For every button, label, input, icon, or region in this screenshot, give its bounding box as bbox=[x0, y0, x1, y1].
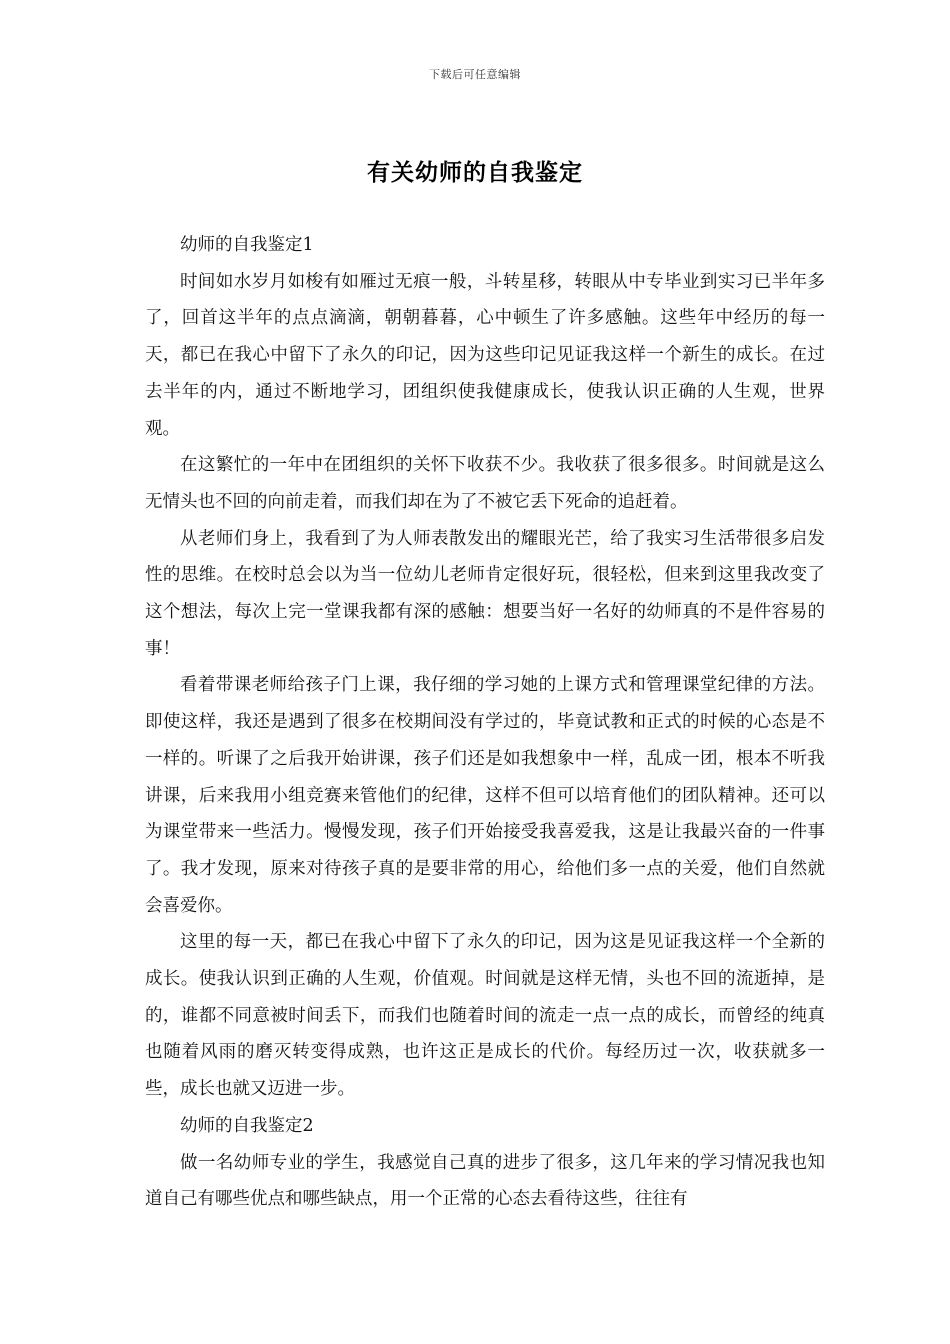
header-note: 下载后可任意编辑 bbox=[429, 68, 521, 81]
paragraph-4: 看着带课老师给孩子门上课，我仔细的学习她的上课方式和管理课堂纪律的方法。即使这样，我还是遇到了很多在校期间没有学过的，毕竟试教和正式的时候的心态是不一样的。听课了之后我开始讲课，孩子们还是如我想象中一样，乱成一团，根本不听我讲课，后来我用小组竞赛来管他们的纪律，这样不但可以培育他们的团队精神。还可以为课堂带来一些活力。慢慢发现，孩子们开始接受我喜爱我，这是让我最兴奋的一件事了。我才发现，原来对待孩子真的是要非常的用心，给他们多一点的关爱，他们自然就会喜爱你。 bbox=[145, 675, 825, 916]
document-title: 有关幼师的自我鉴定 bbox=[367, 159, 583, 186]
section-heading-1: 幼师的自我鉴定1 bbox=[180, 235, 314, 255]
paragraph-2: 在这繁忙的一年中在团组织的关怀下收获不少。我收获了很多很多。时间就是这么无情头也不回的向前走着，而我们却在为了不被它丢下死命的追赶着。 bbox=[145, 455, 825, 512]
document-body bbox=[145, 227, 825, 1218]
paragraph-3: 从老师们身上，我看到了为人师表散发出的耀眼光芒，给了我实习生活带很多启发性的思维。在校时总会以为当一位幼儿老师肯定很好玩，很轻松，但来到这里我改变了这个想法，每次上完一堂课我都有深的感触：想要当好一名好的幼师真的不是件容易的事！ bbox=[145, 528, 825, 659]
paragraph-6: 做一名幼师专业的学生，我感觉自己真的进步了很多，这几年来的学习情况我也知道自己有哪些优点和哪些缺点，用一个正常的心态去看待这些，往往有 bbox=[145, 1152, 825, 1210]
section-heading-2: 幼师的自我鉴定2 bbox=[180, 1115, 314, 1136]
paragraph-5: 这里的每一天，都已在我心中留下了永久的印记，因为这是见证我这样一个全新的成长。使我认识到正确的人生观，价值观。时间就是这样无情，头也不回的流逝掉，是的，谁都不同意被时间丢下，而我们也随着时间的流走一点一点的成长，而曾经的纯真也随着风雨的磨灭转变得成熟，也许这正是成长的代价。每经历过一次，收获就多一些，成长也就又迈进一步。 bbox=[145, 932, 825, 1100]
paragraph-1: 时间如水岁月如梭有如雁过无痕一般，斗转星移，转眼从中专毕业到实习已半年多了，回首这半年的点点滴滴，朝朝暮暮，心中顿生了许多感触。这些年中经历的每一天，都已在我心中留下了永久的印记，因为这些印记见证我这样一个新生的成长。在过去半年的内，通过不断地学习，团组织使我健康成长，使我认识正确的人生观，世界观。 bbox=[145, 271, 825, 439]
